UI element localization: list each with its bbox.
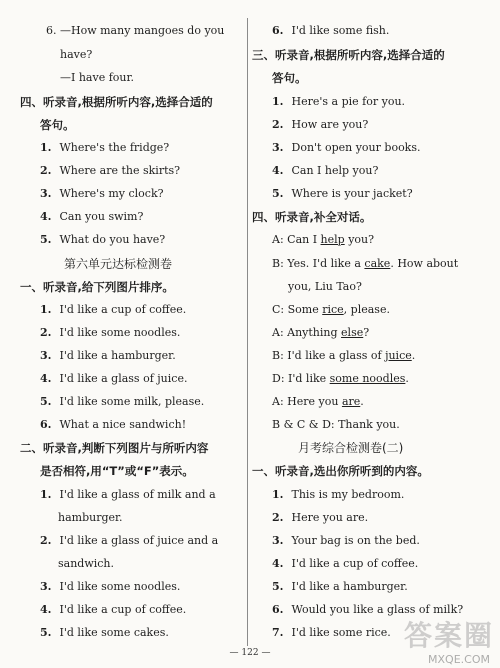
watermark-site: MXQE.COM — [428, 653, 490, 666]
list-item: 5. I'd like some cakes. — [40, 626, 169, 639]
list-item: 4. I'd like a glass of juice. — [40, 372, 188, 385]
list-item: 1. Where's the fridge? — [40, 141, 170, 154]
list-item: 2. I'd like a glass of juice and a — [40, 534, 219, 547]
list-item: 3. Where's my clock? — [40, 187, 164, 200]
section-title: 答句。 — [272, 71, 307, 85]
section-title: 四、听录音,根据所听内容,选择合适的 — [20, 95, 213, 109]
list-item: 1. Here's a pie for you. — [272, 95, 406, 108]
list-item: 1. This is my bedroom. — [272, 488, 405, 501]
list-item: 4. Can I help you? — [272, 164, 379, 177]
list-item: 2. Where are the skirts? — [40, 164, 181, 177]
dialog-line: A: Can I help you? — [272, 233, 375, 246]
list-item: 5. I'd like some milk, please. — [40, 395, 205, 408]
dialog-line: B: I'd like a glass of juice. — [272, 349, 416, 362]
section-title: 四、听录音,补全对话。 — [252, 210, 372, 224]
list-item: 2. How are you? — [272, 118, 369, 131]
section-title: 二、听录音,判断下列图片与所听内容 — [20, 441, 209, 455]
q6-line: 6. —How many mangoes do you — [46, 24, 225, 37]
list-item: 7. I'd like some rice. — [272, 626, 391, 639]
list-item-cont: hamburger. — [58, 511, 123, 524]
list-item: 5. I'd like a hamburger. — [272, 580, 408, 593]
list-item: 3. I'd like a hamburger. — [40, 349, 176, 362]
section-title: 是否相符,用“T”或“F”表示。 — [40, 464, 194, 478]
dialog-line: A: Here you are. — [272, 395, 364, 408]
dialog-line: C: Some rice, please. — [272, 303, 390, 316]
list-item: 6. Would you like a glass of milk? — [272, 603, 464, 616]
list-item: 2. Here you are. — [272, 511, 369, 524]
dialog-line: B & C & D: Thank you. — [272, 418, 400, 431]
list-item-cont: sandwich. — [58, 557, 115, 570]
list-item: 1. I'd like a cup of coffee. — [40, 303, 187, 316]
list-item: 5. Where is your jacket? — [272, 187, 413, 200]
list-item: 2. I'd like some noodles. — [40, 326, 181, 339]
dialog-line: you, Liu Tao? — [288, 280, 362, 293]
exam-title: 月考综合检测卷(二) — [298, 441, 404, 455]
list-item: 4. I'd like a cup of coffee. — [40, 603, 187, 616]
column-divider — [247, 18, 248, 646]
list-item: 5. What do you have? — [40, 233, 166, 246]
page-number: — 122 — — [229, 648, 271, 658]
list-item: 3. Don't open your books. — [272, 141, 421, 154]
list-item: 4. Can you swim? — [40, 210, 144, 223]
section-title: 三、听录音,根据所听内容,选择合适的 — [252, 48, 445, 62]
section-title: 一、听录音,给下列图片排序。 — [20, 280, 174, 294]
list-item: 4. I'd like a cup of coffee. — [272, 557, 419, 570]
list-item: 1. I'd like a glass of milk and a — [40, 488, 216, 501]
dialog-line: B: Yes. I'd like a cake. How about — [272, 257, 459, 270]
unit-title: 第六单元达标检测卷 — [64, 257, 173, 271]
section-title: 一、听录音,选出你所听到的内容。 — [252, 464, 429, 478]
list-item: 3. I'd like some noodles. — [40, 580, 181, 593]
dialog-line: D: I'd like some noodles. — [272, 372, 409, 385]
section-title: 答句。 — [40, 118, 75, 132]
list-item: 6. What a nice sandwich! — [40, 418, 187, 431]
dialog-line: A: Anything else? — [272, 326, 370, 339]
q6-item: 6. I'd like some fish. — [272, 24, 390, 37]
q6-line: —I have four. — [60, 71, 135, 84]
list-item: 3. Your bag is on the bed. — [272, 534, 420, 547]
q6-line: have? — [60, 48, 93, 61]
watermark-logo: 答案圈 — [403, 619, 494, 652]
